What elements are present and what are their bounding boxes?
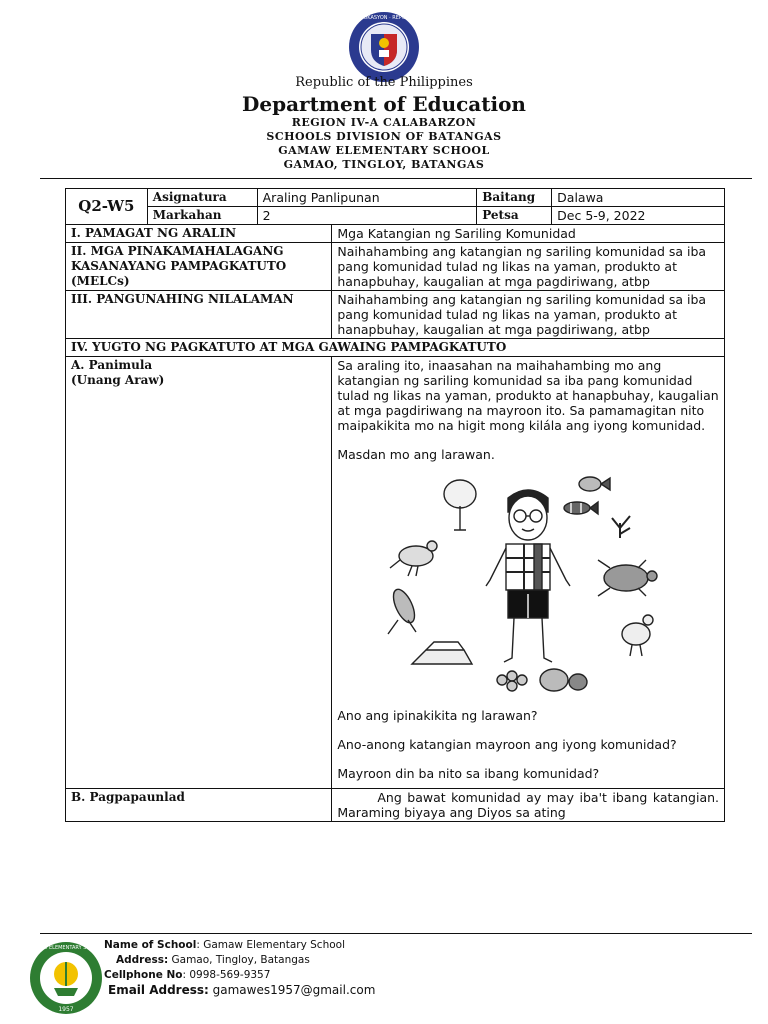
school-logo-year: 1957 xyxy=(58,1006,74,1013)
quarter-label: Markahan xyxy=(147,207,257,225)
footer-address-label: Address: xyxy=(116,954,169,966)
grade-value: Dalawa xyxy=(552,189,725,207)
footer-email-label: Email Address: xyxy=(108,983,209,997)
coral-icon xyxy=(612,516,630,538)
question-1: Ano ang ipinakikita ng larawan? xyxy=(337,708,538,723)
footer-name-value: : Gamaw Elementary School xyxy=(196,939,345,951)
school-line: GAMAW ELEMENTARY SCHOOL xyxy=(278,144,490,157)
tree-icon xyxy=(444,480,476,530)
tropical-fish-icon xyxy=(579,477,610,491)
date-value: Dec 5-9, 2022 xyxy=(552,207,725,225)
republic-line: Republic of the Philippines xyxy=(295,75,473,90)
content-value: Naihahambing ang katangian ng sariling komunidad sa iba pang komunidad tulad ng likas na yaman, produkto at hanapbuhay, kaugalian at mga pagdiriwang, atbp xyxy=(332,291,725,339)
deped-seal-logo xyxy=(313,10,455,84)
footer-address-value: Gamao, Tingloy, Batangas xyxy=(168,954,310,966)
melc-value: Naihahambing ang katangian ng sariling komunidad sa iba pang komunidad tulad ng likas na yaman, produkto at hanapbuhay, kaugalian at mga pagdiriwang, atbp xyxy=(332,243,725,291)
subject-value: Araling Panlipunan xyxy=(257,189,477,207)
quarter-value: 2 xyxy=(257,207,477,225)
seal-ring-text: KAGAWARAN NG EDUKASYON · REPUBLIKA NG PILIPINAS xyxy=(313,15,455,21)
footer-address-line xyxy=(104,953,375,968)
community-illustration xyxy=(368,468,688,700)
region-line: REGION IV-A CALABARZON xyxy=(291,116,477,129)
grade-label: Baitang xyxy=(477,189,552,207)
boy-character-icon xyxy=(486,490,570,662)
fruits-icon xyxy=(540,669,587,691)
footer-name-label: Name of School xyxy=(104,939,197,951)
melc-row xyxy=(66,243,725,291)
footer-divider xyxy=(40,933,752,934)
panimula-content xyxy=(332,357,725,789)
corn-icon xyxy=(388,586,419,634)
footer-phone-label: Cellphone No xyxy=(104,969,183,981)
location-line: GAMAO, TINGLOY, BATANGAS xyxy=(283,158,485,171)
footer-name-line xyxy=(104,938,375,953)
pagpapaunlad-row xyxy=(66,789,725,822)
rooster-icon xyxy=(622,615,653,656)
question-2: Ano-anong katangian mayroon ang iyong komunidad? xyxy=(337,737,677,752)
school-logo xyxy=(28,940,104,1016)
panimula-day: (Unang Araw) xyxy=(71,373,165,387)
title-value: Mga Katangian ng Sariling Komunidad xyxy=(332,225,725,243)
panimula-label: A. Panimula xyxy=(71,358,153,372)
activities-row xyxy=(66,339,725,357)
division-line: SCHOOLS DIVISION OF BATANGAS xyxy=(266,130,502,143)
info-row-2 xyxy=(66,207,725,225)
panimula-label-cell xyxy=(66,357,332,789)
footer-phone-value: : 0998-569-9357 xyxy=(182,969,271,981)
content-label: III. PANGUNAHING NILALAMAN xyxy=(66,291,332,339)
footer-email-value: gamawes1957@gmail.com xyxy=(208,983,376,997)
footer-phone-line xyxy=(104,968,375,983)
activities-heading: IV. YUGTO NG PAGKATUTO AT MGA GAWAING PAMPAGKATUTO xyxy=(66,339,725,357)
gold-bars-icon xyxy=(412,642,472,664)
pearls-icon xyxy=(497,671,527,691)
school-logo-ring-text: GAMAW ELEMENTARY SCHOOL xyxy=(27,945,105,951)
footer-contact xyxy=(104,938,375,998)
melc-label: II. MGA PINAKAMAHALAGANG KASANAYANG PAMPAGKATUTO (MELCs) xyxy=(66,243,332,291)
bird-icon xyxy=(390,541,437,576)
footer-email-line xyxy=(104,983,375,998)
info-row-1 xyxy=(66,189,725,207)
question-3: Mayroon din ba nito sa ibang komunidad? xyxy=(337,766,600,781)
sea-turtle-icon xyxy=(598,560,657,596)
subject-label: Asignatura xyxy=(147,189,257,207)
date-label: Petsa xyxy=(477,207,552,225)
week-code: Q2-W5 xyxy=(66,189,148,225)
panimula-intro: Sa araling ito, inaasahan na maihahambing mo ang katangian ng sariling komunidad sa iba pang komunidad tulad ng likas na yaman, produkto at hanapbuhay, kaugalian at mga pagdiriwang na mayroon ito. Sa pamamagitan nito maipakikita mo na higit mong kilála ang iyong komunidad. xyxy=(337,358,719,433)
pagpapaunlad-label: B. Pagpapaunlad xyxy=(66,789,332,822)
panimula-look: Masdan mo ang larawan. xyxy=(337,447,495,462)
clownfish-icon xyxy=(564,502,598,514)
title-row xyxy=(66,225,725,243)
pagpapaunlad-text: Ang bawat komunidad ay may iba't ibang katangian. Maraming biyaya ang Diyos sa ating xyxy=(332,789,725,822)
title-label: I. PAMAGAT NG ARALIN xyxy=(66,225,332,243)
department-title: Department of Education xyxy=(242,92,526,116)
lesson-plan-table xyxy=(65,188,725,822)
panimula-row xyxy=(66,357,725,789)
header-divider xyxy=(40,178,752,179)
content-row xyxy=(66,291,725,339)
